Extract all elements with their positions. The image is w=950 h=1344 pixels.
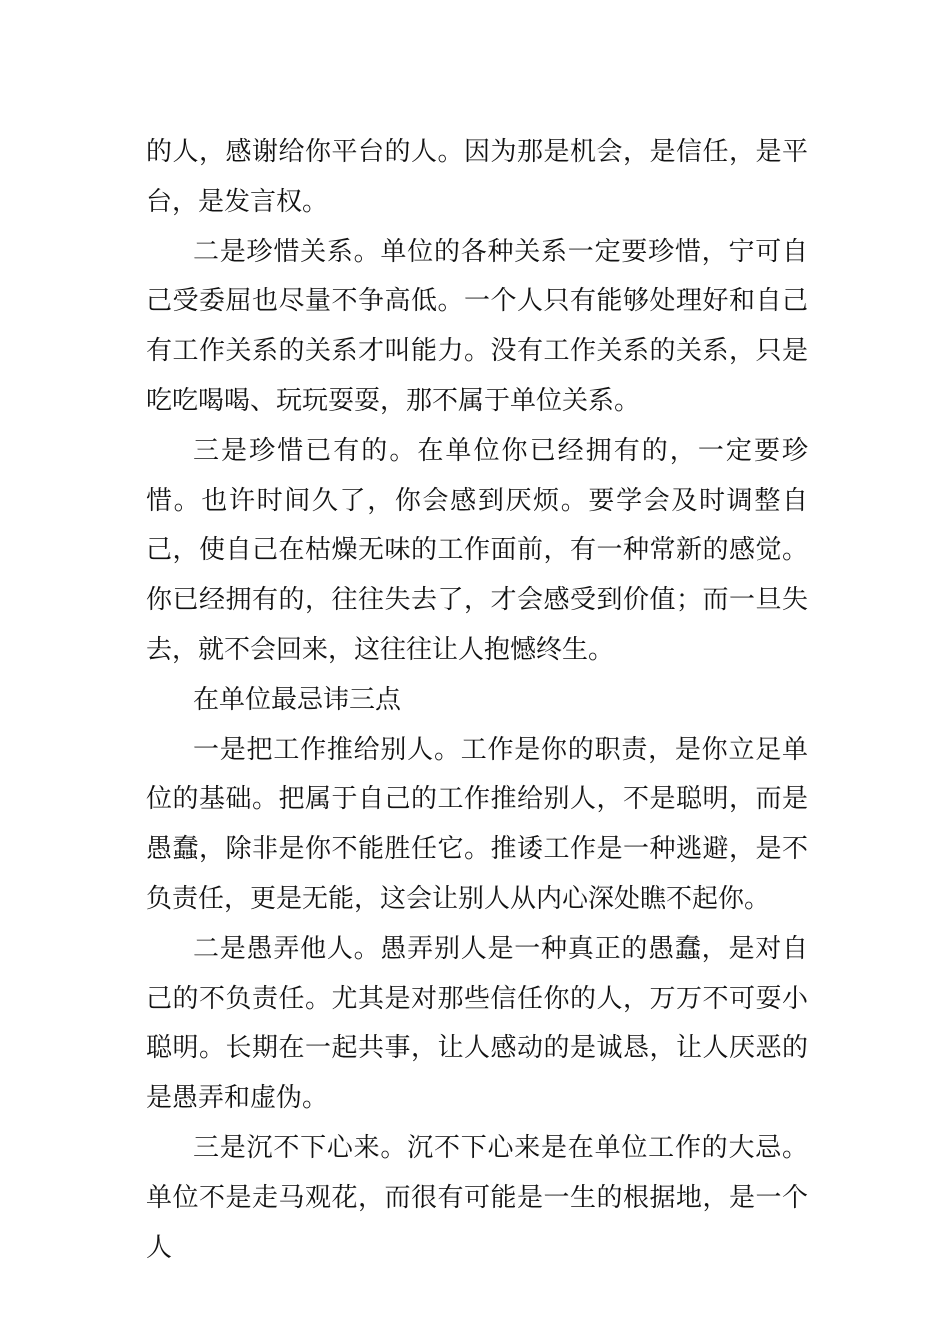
paragraph-6: 三是沉不下心来。沉不下心来是在单位工作的大忌。单位不是走马观花，而很有可能是一生的根据地，是一个人 bbox=[146, 1132, 808, 1263]
paragraph-1: 的人，感谢给你平台的人。因为那是机会，是信任，是平台，是发言权。 bbox=[146, 137, 808, 217]
paragraph-4: 一是把工作推给别人。工作是你的职责，是你立足单位的基础。把属于自己的工作推给别人，不是聪明，而是愚蠢，除非是你不能胜任它。推诿工作是一种逃避，是不负责任，更是无能，这会让别人从内心深处瞧不起你。 bbox=[146, 734, 808, 914]
section-heading: 在单位最忌讳三点 bbox=[193, 684, 402, 715]
paragraph-5: 二是愚弄他人。愚弄别人是一种真正的愚蠢，是对自己的不负责任。尤其是对那些信任你的人，万万不可耍小聪明。长期在一起共事，让人感动的是诚恳，让人厌恶的是愚弄和虚伪。 bbox=[146, 933, 808, 1114]
paragraph-2: 二是珍惜关系。单位的各种关系一定要珍惜，宁可自己受委屈也尽量不争高低。一个人只有能够处理好和自己有工作关系的关系才叫能力。没有工作关系的关系，只是吃吃喝喝、玩玩耍耍，那不属于单位关系。 bbox=[146, 236, 808, 416]
document-body bbox=[146, 128, 808, 1273]
paragraph-3: 三是珍惜已有的。在单位你已经拥有的，一定要珍惜。也许时间久了，你会感到厌烦。要学会及时调整自己，使自己在枯燥无味的工作面前，有一种常新的感觉。你已经拥有的，往往失去了，才会感受到价值；而一旦失去，就不会回来，这往往让人抱憾终生。 bbox=[146, 435, 808, 665]
